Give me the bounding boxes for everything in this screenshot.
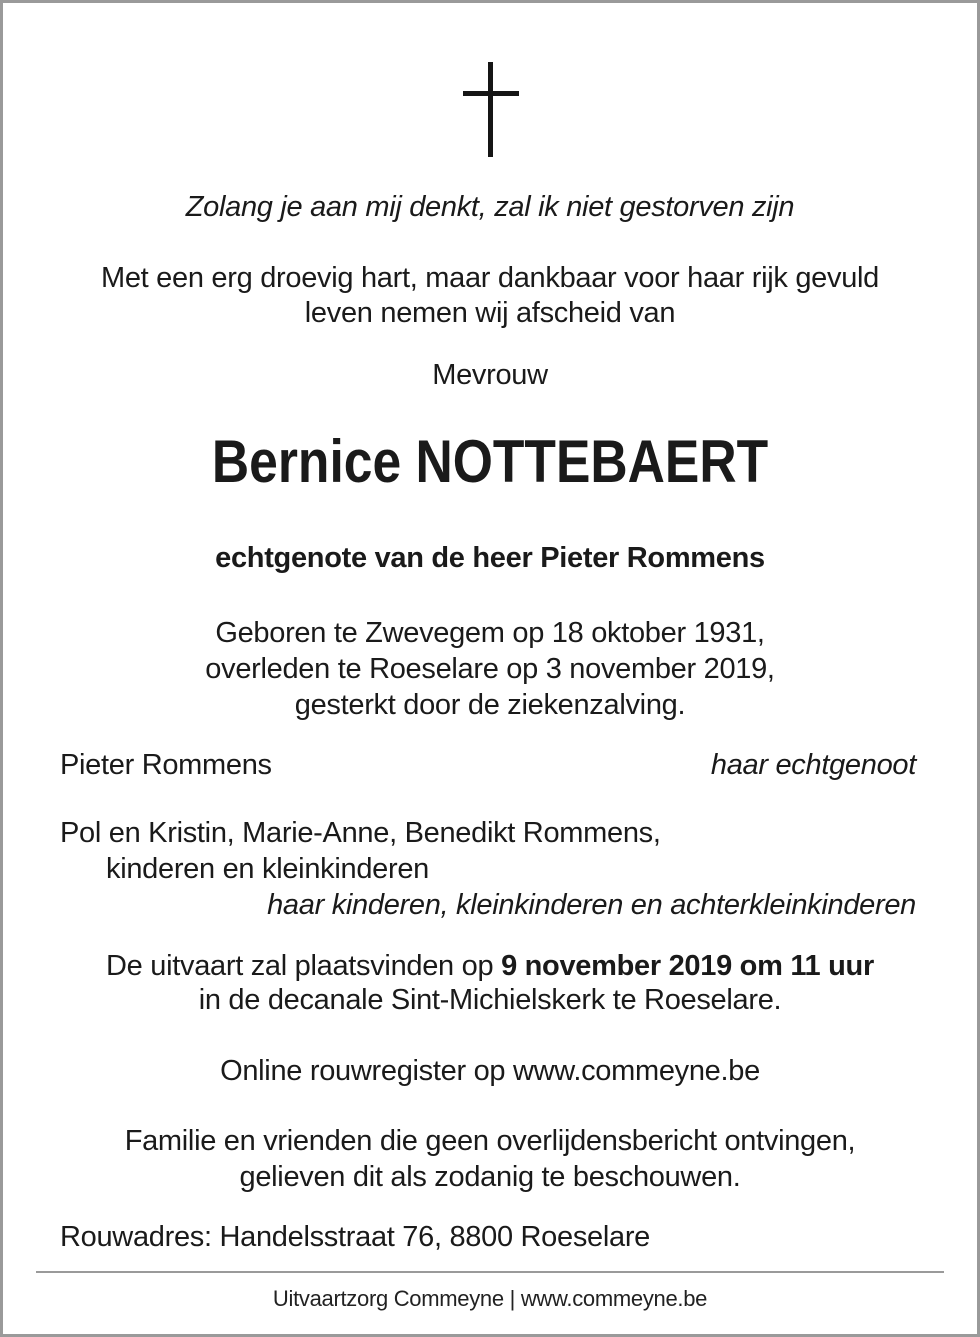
spouse-name: Pieter Rommens [60,749,272,781]
funeral-date: 9 november 2019 om 11 uur [501,950,874,982]
notice-line-2: gelieven dit als zodanig te beschouwen. [239,1161,741,1193]
children-sub: kinderen en kleinkinderen [106,853,429,885]
spouse-line: echtgenote van de heer Pieter Rommens [215,542,765,574]
intro-line-1: Met een erg droevig hart, maar dankbaar voor haar rijk gevuld [100,262,879,294]
deceased-name: Bernice NOTTEBAERT [211,428,769,495]
sacrament-line: gesterkt door de ziekenzalving. [294,689,686,721]
spouse-role: haar echtgenoot [710,749,916,781]
funeral-prefix: De uitvaart zal plaatsvinden op [106,950,502,982]
birth-line: Geboren te Zwevegem op 18 oktober 1931, [215,617,765,649]
mourning-address: Rouwadres: Handelsstraat 76, 8800 Roeselare [60,1221,651,1253]
funeral-place: in de decanale Sint-Michielskerk te Roeselare. [198,984,782,1016]
footer-text: Uitvaartzorg Commeyne | www.commeyne.be [272,1286,708,1311]
footer-divider [36,1271,944,1273]
children-names: Pol en Kristin, Marie-Anne, Benedikt Rommens, [60,817,661,849]
death-line: overleden te Roeselare op 3 november 2019, [205,653,775,685]
online-register: Online rouwregister op www.commeyne.be [220,1055,760,1087]
funeral-line [0,948,980,984]
notice-line-1: Familie en vrienden die geen overlijdensbericht ontvingen, [124,1125,856,1157]
intro-line-2: leven nemen wij afscheid van [304,297,676,329]
quote: Zolang je aan mij denkt, zal ik niet gestorven zijn [185,191,795,223]
honorific: Mevrouw [432,359,548,391]
children-role: haar kinderen, kleinkinderen en achterkleinkinderen [267,889,916,921]
